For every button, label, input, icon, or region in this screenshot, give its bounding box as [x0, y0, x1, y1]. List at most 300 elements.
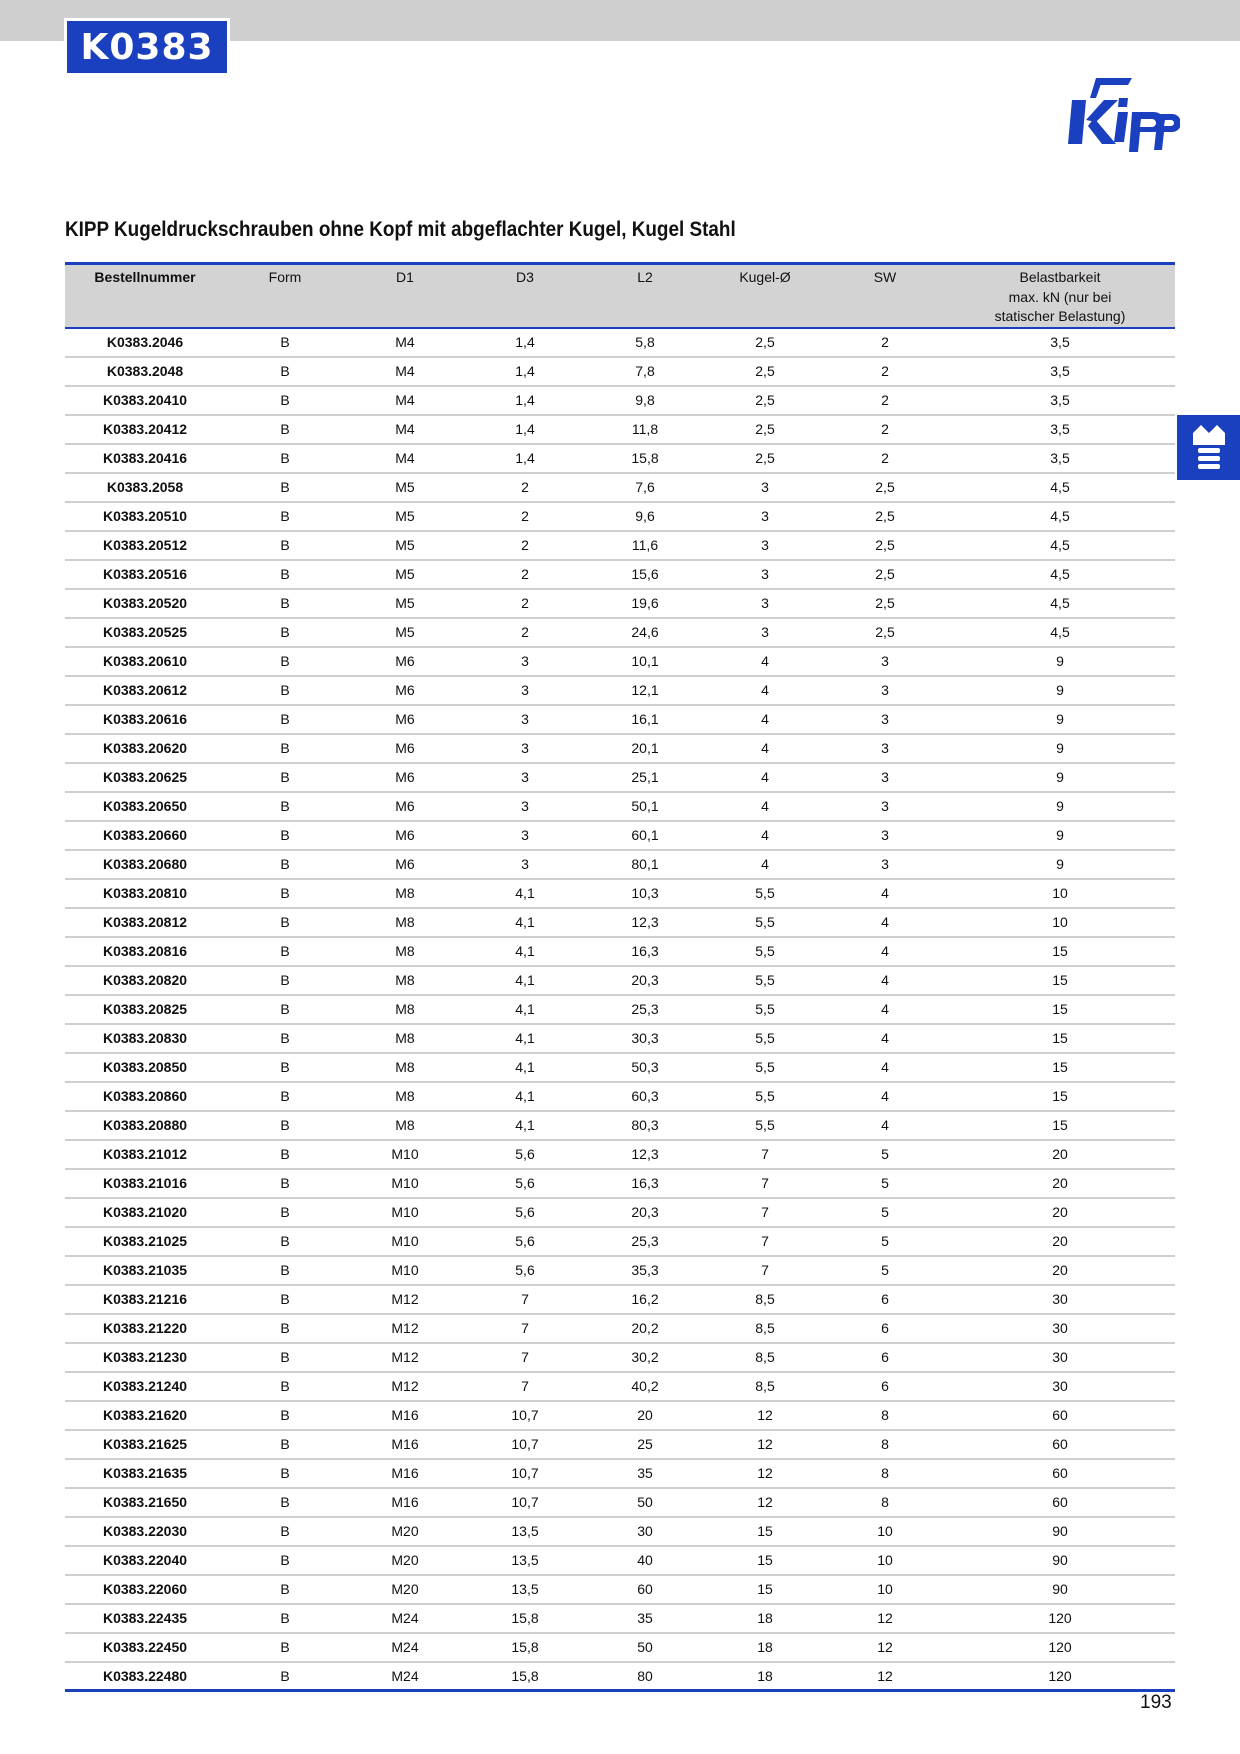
cell-bestell: K0383.20850	[65, 1053, 225, 1082]
table-row	[65, 763, 1175, 792]
cell-sw: 12	[825, 1604, 945, 1633]
table-row	[65, 618, 1175, 647]
cell-d1: M4	[345, 386, 465, 415]
cell-belast: 20	[945, 1227, 1175, 1256]
cell-belast: 9	[945, 647, 1175, 676]
cell-belast: 30	[945, 1285, 1175, 1314]
cell-kugel: 4	[705, 676, 825, 705]
cell-sw: 3	[825, 734, 945, 763]
cell-form: B	[225, 502, 345, 531]
cell-bestell: K0383.20516	[65, 560, 225, 589]
cell-belast: 20	[945, 1198, 1175, 1227]
cell-sw: 12	[825, 1633, 945, 1662]
cell-l2: 50	[585, 1633, 705, 1662]
cell-bestell: K0383.20510	[65, 502, 225, 531]
cell-bestell: K0383.21016	[65, 1169, 225, 1198]
cell-l2: 50	[585, 1488, 705, 1517]
cell-form: B	[225, 966, 345, 995]
cell-form: B	[225, 1053, 345, 1082]
cell-d3: 2	[465, 560, 585, 589]
cell-belast: 120	[945, 1633, 1175, 1662]
cell-d3: 5,6	[465, 1140, 585, 1169]
cell-sw: 8	[825, 1459, 945, 1488]
cell-form: B	[225, 386, 345, 415]
cell-kugel: 5,5	[705, 879, 825, 908]
cell-d1: M6	[345, 763, 465, 792]
cell-d3: 3	[465, 647, 585, 676]
table-row	[65, 995, 1175, 1024]
cell-bestell: K0383.20610	[65, 647, 225, 676]
cell-sw: 4	[825, 966, 945, 995]
cell-d3: 10,7	[465, 1488, 585, 1517]
cell-bestell: K0383.20416	[65, 444, 225, 473]
cell-d3: 4,1	[465, 995, 585, 1024]
cell-kugel: 4	[705, 647, 825, 676]
column-header-l2: L2	[585, 264, 705, 328]
cell-sw: 2	[825, 357, 945, 386]
table-row	[65, 879, 1175, 908]
cell-bestell: K0383.2048	[65, 357, 225, 386]
cell-belast: 3,5	[945, 386, 1175, 415]
cell-kugel: 12	[705, 1401, 825, 1430]
cell-kugel: 5,5	[705, 995, 825, 1024]
cell-d3: 2	[465, 531, 585, 560]
cell-d3: 4,1	[465, 1053, 585, 1082]
cell-belast: 10	[945, 908, 1175, 937]
cell-d3: 2	[465, 473, 585, 502]
cell-d1: M4	[345, 328, 465, 357]
cell-sw: 4	[825, 879, 945, 908]
cell-bestell: K0383.20612	[65, 676, 225, 705]
table-row	[65, 1488, 1175, 1517]
cell-form: B	[225, 850, 345, 879]
cell-belast: 90	[945, 1517, 1175, 1546]
cell-bestell: K0383.20412	[65, 415, 225, 444]
cell-kugel: 2,5	[705, 357, 825, 386]
cell-l2: 20,3	[585, 1198, 705, 1227]
table-row	[65, 1343, 1175, 1372]
cell-bestell: K0383.20620	[65, 734, 225, 763]
cell-d1: M16	[345, 1459, 465, 1488]
cell-d3: 4,1	[465, 966, 585, 995]
cell-kugel: 5,5	[705, 1111, 825, 1140]
table-row	[65, 1285, 1175, 1314]
cell-d3: 1,4	[465, 415, 585, 444]
cell-d3: 4,1	[465, 879, 585, 908]
cell-belast: 10	[945, 879, 1175, 908]
cell-belast: 3,5	[945, 357, 1175, 386]
cell-d1: M5	[345, 502, 465, 531]
cell-d1: M6	[345, 676, 465, 705]
cell-l2: 7,8	[585, 357, 705, 386]
cell-l2: 19,6	[585, 589, 705, 618]
table-row	[65, 1111, 1175, 1140]
cell-belast: 60	[945, 1401, 1175, 1430]
cell-sw: 2	[825, 328, 945, 357]
cell-sw: 10	[825, 1517, 945, 1546]
cell-sw: 8	[825, 1430, 945, 1459]
cell-d1: M20	[345, 1546, 465, 1575]
cell-kugel: 5,5	[705, 1053, 825, 1082]
cell-d3: 7	[465, 1343, 585, 1372]
table-row	[65, 1430, 1175, 1459]
cell-kugel: 3	[705, 560, 825, 589]
cell-l2: 80	[585, 1662, 705, 1691]
cell-d1: M8	[345, 995, 465, 1024]
cell-form: B	[225, 1604, 345, 1633]
cell-sw: 10	[825, 1575, 945, 1604]
table-row	[65, 850, 1175, 879]
cell-form: B	[225, 1227, 345, 1256]
cell-sw: 3	[825, 705, 945, 734]
cell-sw: 2,5	[825, 618, 945, 647]
cell-form: B	[225, 1488, 345, 1517]
cell-sw: 3	[825, 792, 945, 821]
cell-form: B	[225, 1430, 345, 1459]
cell-form: B	[225, 328, 345, 357]
column-header-bestell: Bestellnummer	[65, 264, 225, 328]
cell-d1: M5	[345, 560, 465, 589]
cell-bestell: K0383.21650	[65, 1488, 225, 1517]
cell-d3: 5,6	[465, 1198, 585, 1227]
table-row	[65, 1053, 1175, 1082]
cell-l2: 20,1	[585, 734, 705, 763]
table-row	[65, 531, 1175, 560]
column-header-belast: Belastbarkeit max. kN (nur bei statischer Belastung)	[945, 264, 1175, 328]
cell-l2: 16,3	[585, 1169, 705, 1198]
cell-sw: 6	[825, 1314, 945, 1343]
cell-kugel: 3	[705, 618, 825, 647]
cell-kugel: 4	[705, 792, 825, 821]
cell-d1: M8	[345, 1024, 465, 1053]
table-row	[65, 1140, 1175, 1169]
cell-d1: M10	[345, 1198, 465, 1227]
cell-d3: 5,6	[465, 1169, 585, 1198]
cell-belast: 90	[945, 1575, 1175, 1604]
table-row	[65, 415, 1175, 444]
cell-kugel: 4	[705, 734, 825, 763]
cell-kugel: 5,5	[705, 1082, 825, 1111]
cell-d3: 7	[465, 1314, 585, 1343]
cell-sw: 2,5	[825, 531, 945, 560]
cell-kugel: 4	[705, 763, 825, 792]
cell-sw: 4	[825, 995, 945, 1024]
cell-kugel: 4	[705, 821, 825, 850]
table-body	[65, 328, 1175, 1691]
cell-l2: 35	[585, 1459, 705, 1488]
cell-bestell: K0383.22030	[65, 1517, 225, 1546]
cell-sw: 8	[825, 1401, 945, 1430]
column-header-d1: D1	[345, 264, 465, 328]
cell-d1: M12	[345, 1372, 465, 1401]
cell-sw: 3	[825, 676, 945, 705]
cell-form: B	[225, 1575, 345, 1604]
cell-d1: M10	[345, 1256, 465, 1285]
cell-kugel: 2,5	[705, 386, 825, 415]
cell-d3: 1,4	[465, 444, 585, 473]
cell-belast: 60	[945, 1430, 1175, 1459]
cell-d3: 10,7	[465, 1459, 585, 1488]
cell-d3: 13,5	[465, 1517, 585, 1546]
cell-l2: 20,2	[585, 1314, 705, 1343]
cell-d1: M6	[345, 705, 465, 734]
table-row	[65, 937, 1175, 966]
cell-sw: 2,5	[825, 589, 945, 618]
cell-sw: 12	[825, 1662, 945, 1691]
cell-l2: 9,6	[585, 502, 705, 531]
cell-form: B	[225, 1662, 345, 1691]
cell-form: B	[225, 1024, 345, 1053]
cell-d3: 10,7	[465, 1401, 585, 1430]
cell-d3: 10,7	[465, 1430, 585, 1459]
cell-kugel: 7	[705, 1256, 825, 1285]
cell-d1: M8	[345, 966, 465, 995]
cell-kugel: 15	[705, 1517, 825, 1546]
cell-d3: 5,6	[465, 1256, 585, 1285]
cell-belast: 9	[945, 821, 1175, 850]
cell-d1: M20	[345, 1575, 465, 1604]
cell-form: B	[225, 676, 345, 705]
cell-kugel: 7	[705, 1140, 825, 1169]
cell-belast: 15	[945, 1053, 1175, 1082]
cell-d3: 7	[465, 1372, 585, 1401]
cell-bestell: K0383.2058	[65, 473, 225, 502]
cell-sw: 3	[825, 850, 945, 879]
cell-d1: M6	[345, 821, 465, 850]
cell-form: B	[225, 473, 345, 502]
cell-belast: 30	[945, 1372, 1175, 1401]
table-row	[65, 792, 1175, 821]
cell-bestell: K0383.20830	[65, 1024, 225, 1053]
cell-l2: 7,6	[585, 473, 705, 502]
table-row	[65, 1604, 1175, 1633]
cell-d1: M12	[345, 1314, 465, 1343]
cell-l2: 16,1	[585, 705, 705, 734]
cell-d3: 5,6	[465, 1227, 585, 1256]
cell-d1: M24	[345, 1662, 465, 1691]
table-row	[65, 1401, 1175, 1430]
table-row	[65, 328, 1175, 357]
cell-sw: 3	[825, 763, 945, 792]
cell-bestell: K0383.21220	[65, 1314, 225, 1343]
cell-d3: 1,4	[465, 357, 585, 386]
cell-d1: M8	[345, 1053, 465, 1082]
column-header-form: Form	[225, 264, 345, 328]
cell-l2: 25,1	[585, 763, 705, 792]
cell-kugel: 15	[705, 1546, 825, 1575]
cell-belast: 15	[945, 937, 1175, 966]
cell-l2: 25,3	[585, 995, 705, 1024]
cell-belast: 60	[945, 1488, 1175, 1517]
table-row	[65, 821, 1175, 850]
cell-kugel: 18	[705, 1662, 825, 1691]
cell-kugel: 5,5	[705, 966, 825, 995]
cell-d3: 3	[465, 850, 585, 879]
cell-sw: 6	[825, 1285, 945, 1314]
cell-belast: 4,5	[945, 473, 1175, 502]
cell-d1: M10	[345, 1227, 465, 1256]
cell-belast: 3,5	[945, 415, 1175, 444]
specification-table	[65, 262, 1175, 1692]
cell-belast: 60	[945, 1459, 1175, 1488]
table-row	[65, 589, 1175, 618]
cell-d3: 7	[465, 1285, 585, 1314]
cell-l2: 50,1	[585, 792, 705, 821]
cell-sw: 4	[825, 1024, 945, 1053]
cell-bestell: K0383.22480	[65, 1662, 225, 1691]
cell-bestell: K0383.20860	[65, 1082, 225, 1111]
cell-belast: 9	[945, 763, 1175, 792]
cell-form: B	[225, 937, 345, 966]
cell-sw: 2,5	[825, 560, 945, 589]
cell-d3: 3	[465, 734, 585, 763]
table-row	[65, 1459, 1175, 1488]
cell-form: B	[225, 618, 345, 647]
cell-kugel: 18	[705, 1604, 825, 1633]
cell-belast: 9	[945, 734, 1175, 763]
table-row	[65, 1227, 1175, 1256]
cell-belast: 30	[945, 1314, 1175, 1343]
table-row	[65, 386, 1175, 415]
cell-l2: 16,2	[585, 1285, 705, 1314]
cell-l2: 30,3	[585, 1024, 705, 1053]
cell-kugel: 5,5	[705, 937, 825, 966]
cell-sw: 4	[825, 1111, 945, 1140]
cell-bestell: K0383.20660	[65, 821, 225, 850]
cell-form: B	[225, 1256, 345, 1285]
cell-form: B	[225, 560, 345, 589]
cell-kugel: 8,5	[705, 1372, 825, 1401]
cell-l2: 50,3	[585, 1053, 705, 1082]
cell-bestell: K0383.20525	[65, 618, 225, 647]
cell-d1: M5	[345, 618, 465, 647]
cell-belast: 15	[945, 1082, 1175, 1111]
cell-kugel: 7	[705, 1169, 825, 1198]
column-header-kugel: Kugel-Ø	[705, 264, 825, 328]
cell-belast: 9	[945, 850, 1175, 879]
cell-bestell: K0383.22060	[65, 1575, 225, 1604]
cell-bestell: K0383.22435	[65, 1604, 225, 1633]
cell-kugel: 15	[705, 1575, 825, 1604]
cell-l2: 40,2	[585, 1372, 705, 1401]
cell-belast: 20	[945, 1169, 1175, 1198]
table-row	[65, 502, 1175, 531]
cell-bestell: K0383.22040	[65, 1546, 225, 1575]
cell-sw: 3	[825, 647, 945, 676]
cell-belast: 4,5	[945, 502, 1175, 531]
cell-kugel: 3	[705, 473, 825, 502]
table-row	[65, 1546, 1175, 1575]
cell-l2: 10,3	[585, 879, 705, 908]
cell-kugel: 12	[705, 1459, 825, 1488]
cell-d1: M24	[345, 1604, 465, 1633]
cell-form: B	[225, 792, 345, 821]
cell-l2: 15,8	[585, 444, 705, 473]
cell-bestell: K0383.20810	[65, 879, 225, 908]
cell-l2: 40	[585, 1546, 705, 1575]
cell-bestell: K0383.20812	[65, 908, 225, 937]
cell-form: B	[225, 995, 345, 1024]
cell-belast: 3,5	[945, 328, 1175, 357]
cell-sw: 5	[825, 1227, 945, 1256]
cell-form: B	[225, 705, 345, 734]
column-header-sw: SW	[825, 264, 945, 328]
cell-form: B	[225, 763, 345, 792]
cell-bestell: K0383.20820	[65, 966, 225, 995]
table-row	[65, 908, 1175, 937]
section-tab[interactable]	[1177, 415, 1240, 480]
cell-belast: 15	[945, 1024, 1175, 1053]
cell-sw: 4	[825, 908, 945, 937]
cell-l2: 30	[585, 1517, 705, 1546]
cell-form: B	[225, 647, 345, 676]
cell-belast: 15	[945, 1111, 1175, 1140]
cell-bestell: K0383.21240	[65, 1372, 225, 1401]
cell-d1: M6	[345, 850, 465, 879]
cell-d3: 4,1	[465, 1111, 585, 1140]
cell-sw: 6	[825, 1343, 945, 1372]
cell-d3: 13,5	[465, 1575, 585, 1604]
cell-l2: 11,8	[585, 415, 705, 444]
cell-kugel: 8,5	[705, 1343, 825, 1372]
cell-d1: M10	[345, 1140, 465, 1169]
cell-d1: M8	[345, 908, 465, 937]
cell-d1: M8	[345, 937, 465, 966]
cell-d1: M8	[345, 1082, 465, 1111]
cell-form: B	[225, 908, 345, 937]
cell-form: B	[225, 415, 345, 444]
cell-d1: M5	[345, 589, 465, 618]
cell-form: B	[225, 1459, 345, 1488]
table-row	[65, 1082, 1175, 1111]
cell-bestell: K0383.22450	[65, 1633, 225, 1662]
cell-kugel: 3	[705, 589, 825, 618]
cell-kugel: 8,5	[705, 1314, 825, 1343]
cell-d3: 3	[465, 676, 585, 705]
cell-sw: 4	[825, 937, 945, 966]
cell-form: B	[225, 1343, 345, 1372]
page-title: KIPP Kugeldruckschrauben ohne Kopf mit abgeflachter Kugel, Kugel Stahl	[65, 218, 736, 241]
table-row	[65, 357, 1175, 386]
cell-belast: 20	[945, 1256, 1175, 1285]
cell-form: B	[225, 1198, 345, 1227]
page-number: 193	[1140, 1692, 1172, 1713]
cell-bestell: K0383.2046	[65, 328, 225, 357]
cell-bestell: K0383.20650	[65, 792, 225, 821]
cell-belast: 15	[945, 966, 1175, 995]
cell-form: B	[225, 1111, 345, 1140]
cell-bestell: K0383.20410	[65, 386, 225, 415]
table-row	[65, 734, 1175, 763]
table-row	[65, 1024, 1175, 1053]
table-row	[65, 1633, 1175, 1662]
cell-kugel: 3	[705, 531, 825, 560]
cell-d1: M4	[345, 415, 465, 444]
cell-d3: 13,5	[465, 1546, 585, 1575]
cell-kugel: 12	[705, 1488, 825, 1517]
cell-kugel: 4	[705, 705, 825, 734]
cell-l2: 60,3	[585, 1082, 705, 1111]
cell-l2: 12,1	[585, 676, 705, 705]
cell-belast: 20	[945, 1140, 1175, 1169]
table-row	[65, 1169, 1175, 1198]
cell-sw: 5	[825, 1198, 945, 1227]
cell-d3: 3	[465, 705, 585, 734]
cell-d1: M5	[345, 473, 465, 502]
cell-d1: M6	[345, 734, 465, 763]
cell-belast: 30	[945, 1343, 1175, 1372]
cell-form: B	[225, 589, 345, 618]
